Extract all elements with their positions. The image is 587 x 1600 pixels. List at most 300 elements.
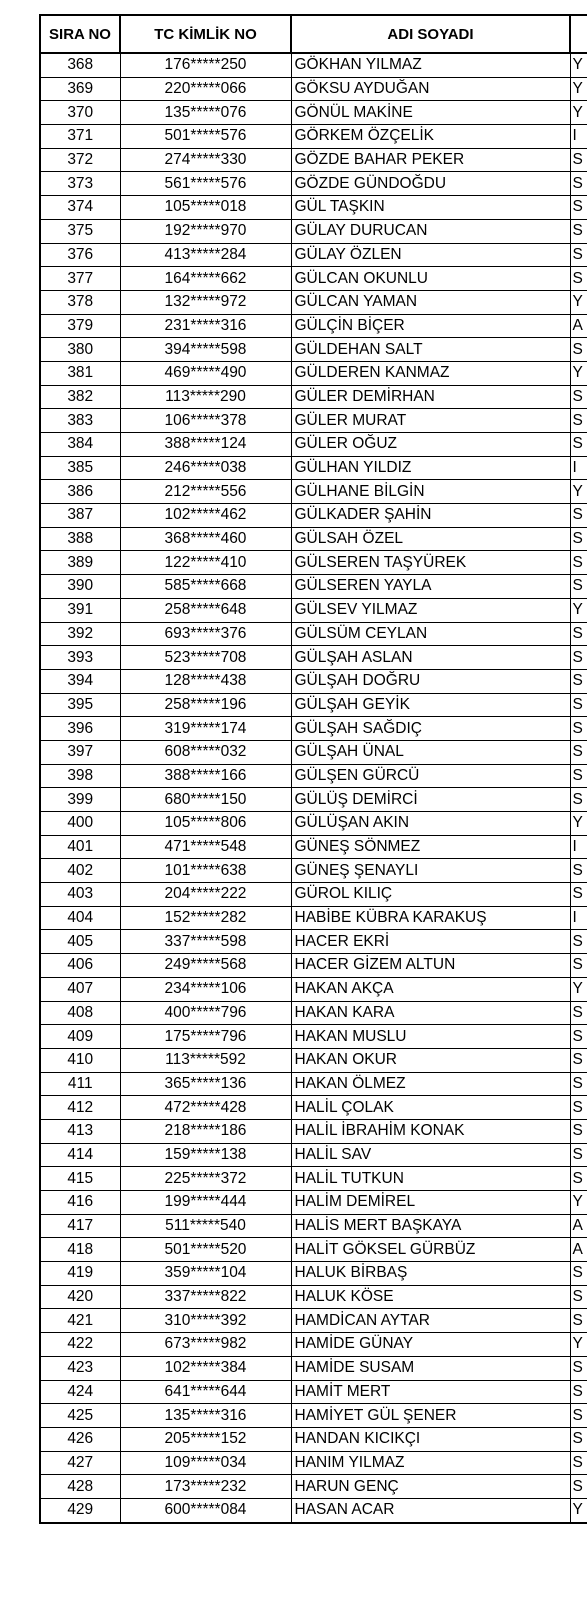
header-adi-soyadi: ADI SOYADI (291, 15, 570, 53)
cell-tc-kimlik-no: 523*****708 (120, 646, 291, 670)
cell-sira-no: 418 (40, 1238, 120, 1262)
cell-sira-no: 420 (40, 1285, 120, 1309)
table-row (40, 1404, 587, 1428)
table-row (40, 551, 587, 575)
cell-adi-soyadi: HACER EKRİ (291, 930, 570, 954)
cell-tc-kimlik-no: 673*****982 (120, 1333, 291, 1357)
table-row (40, 433, 587, 457)
cell-sira-no: 399 (40, 788, 120, 812)
cell-tc-kimlik-no: 176*****250 (120, 53, 291, 77)
cell-tc-kimlik-no: 164*****662 (120, 267, 291, 291)
table-row (40, 172, 587, 196)
cell-extra: S (570, 1451, 587, 1475)
cell-extra: I (570, 835, 587, 859)
table-row (40, 717, 587, 741)
cell-tc-kimlik-no: 400*****796 (120, 1001, 291, 1025)
table-row (40, 954, 587, 978)
header-tc-kimlik-no: TC KİMLİK NO (120, 15, 291, 53)
table-row (40, 693, 587, 717)
cell-sira-no: 411 (40, 1072, 120, 1096)
cell-adi-soyadi: GÜLÜŞAN AKIN (291, 812, 570, 836)
cell-tc-kimlik-no: 561*****576 (120, 172, 291, 196)
cell-sira-no: 386 (40, 480, 120, 504)
table-header (40, 15, 587, 53)
table-row (40, 740, 587, 764)
cell-adi-soyadi: HALİT GÖKSEL GÜRBÜZ (291, 1238, 570, 1262)
cell-extra: Y (570, 598, 587, 622)
table-row (40, 859, 587, 883)
cell-extra: S (570, 717, 587, 741)
cell-extra: S (570, 1001, 587, 1025)
table-row (40, 1096, 587, 1120)
cell-extra: Y (570, 480, 587, 504)
cell-extra: Y (570, 101, 587, 125)
cell-tc-kimlik-no: 388*****124 (120, 433, 291, 457)
cell-extra: Y (570, 1333, 587, 1357)
cell-extra: I (570, 456, 587, 480)
cell-adi-soyadi: GÜLAY DURUCAN (291, 219, 570, 243)
cell-sira-no: 383 (40, 409, 120, 433)
table-row (40, 1356, 587, 1380)
cell-extra: S (570, 172, 587, 196)
cell-tc-kimlik-no: 337*****822 (120, 1285, 291, 1309)
cell-tc-kimlik-no: 501*****520 (120, 1238, 291, 1262)
table-row (40, 930, 587, 954)
table-row (40, 764, 587, 788)
table-row (40, 1143, 587, 1167)
cell-extra: S (570, 1119, 587, 1143)
cell-sira-no: 396 (40, 717, 120, 741)
cell-extra: S (570, 409, 587, 433)
cell-adi-soyadi: GÜLSAH ÖZEL (291, 527, 570, 551)
cell-tc-kimlik-no: 258*****196 (120, 693, 291, 717)
cell-extra: S (570, 219, 587, 243)
table-row (40, 1167, 587, 1191)
cell-sira-no: 429 (40, 1498, 120, 1522)
table-row (40, 1309, 587, 1333)
cell-extra: S (570, 859, 587, 883)
cell-sira-no: 394 (40, 669, 120, 693)
cell-sira-no: 390 (40, 575, 120, 599)
cell-adi-soyadi: HAKAN AKÇA (291, 977, 570, 1001)
cell-extra: S (570, 1285, 587, 1309)
cell-tc-kimlik-no: 205*****152 (120, 1427, 291, 1451)
cell-tc-kimlik-no: 199*****444 (120, 1191, 291, 1215)
cell-adi-soyadi: HAKAN ÖLMEZ (291, 1072, 570, 1096)
cell-tc-kimlik-no: 159*****138 (120, 1143, 291, 1167)
cell-adi-soyadi: GÖRKEM ÖZÇELİK (291, 125, 570, 149)
table-row (40, 196, 587, 220)
cell-adi-soyadi: HANIM YILMAZ (291, 1451, 570, 1475)
cell-sira-no: 415 (40, 1167, 120, 1191)
cell-sira-no: 426 (40, 1427, 120, 1451)
table-row (40, 1380, 587, 1404)
cell-extra: S (570, 196, 587, 220)
cell-adi-soyadi: HAMİT MERT (291, 1380, 570, 1404)
cell-adi-soyadi: GÖKSU AYDUĞAN (291, 77, 570, 101)
cell-sira-no: 401 (40, 835, 120, 859)
cell-adi-soyadi: GÖZDE BAHAR PEKER (291, 148, 570, 172)
cell-tc-kimlik-no: 310*****392 (120, 1309, 291, 1333)
cell-sira-no: 416 (40, 1191, 120, 1215)
table-row (40, 1333, 587, 1357)
cell-adi-soyadi: HALUK KÖSE (291, 1285, 570, 1309)
cell-adi-soyadi: GÜLSEREN TAŞYÜREK (291, 551, 570, 575)
cell-tc-kimlik-no: 101*****638 (120, 859, 291, 883)
cell-adi-soyadi: GÜNEŞ SÖNMEZ (291, 835, 570, 859)
table-row (40, 1498, 587, 1522)
cell-tc-kimlik-no: 680*****150 (120, 788, 291, 812)
cell-adi-soyadi: GÜLER DEMİRHAN (291, 385, 570, 409)
cell-sira-no: 400 (40, 812, 120, 836)
cell-sira-no: 404 (40, 906, 120, 930)
cell-sira-no: 373 (40, 172, 120, 196)
cell-adi-soyadi: HACER GİZEM ALTUN (291, 954, 570, 978)
cell-extra: S (570, 764, 587, 788)
cell-adi-soyadi: GÜLKADER ŞAHİN (291, 504, 570, 528)
cell-tc-kimlik-no: 212*****556 (120, 480, 291, 504)
document-sheet (39, 14, 587, 1524)
cell-extra: S (570, 1404, 587, 1428)
cell-adi-soyadi: HALİS MERT BAŞKAYA (291, 1214, 570, 1238)
cell-adi-soyadi: GÜLAY ÖZLEN (291, 243, 570, 267)
cell-sira-no: 374 (40, 196, 120, 220)
table-row (40, 314, 587, 338)
cell-sira-no: 389 (40, 551, 120, 575)
cell-extra: S (570, 148, 587, 172)
cell-adi-soyadi: HAKAN OKUR (291, 1048, 570, 1072)
table-row (40, 77, 587, 101)
cell-sira-no: 409 (40, 1025, 120, 1049)
cell-extra: S (570, 646, 587, 670)
table-row (40, 1214, 587, 1238)
table-row (40, 1191, 587, 1215)
cell-tc-kimlik-no: 192*****970 (120, 219, 291, 243)
cell-tc-kimlik-no: 359*****104 (120, 1262, 291, 1286)
cell-extra: S (570, 1262, 587, 1286)
table-row (40, 504, 587, 528)
cell-adi-soyadi: GÜLHANE BİLGİN (291, 480, 570, 504)
cell-adi-soyadi: GÜLŞEN GÜRCÜ (291, 764, 570, 788)
cell-tc-kimlik-no: 501*****576 (120, 125, 291, 149)
cell-extra: S (570, 1427, 587, 1451)
personnel-table (39, 14, 587, 1524)
table-row (40, 977, 587, 1001)
cell-adi-soyadi: HAMİYET GÜL ŞENER (291, 1404, 570, 1428)
cell-adi-soyadi: HALİM DEMİREL (291, 1191, 570, 1215)
cell-sira-no: 379 (40, 314, 120, 338)
cell-extra: S (570, 267, 587, 291)
cell-adi-soyadi: HAMİDE GÜNAY (291, 1333, 570, 1357)
cell-extra: S (570, 1048, 587, 1072)
table-row (40, 883, 587, 907)
cell-extra: S (570, 1167, 587, 1191)
cell-sira-no: 405 (40, 930, 120, 954)
cell-sira-no: 368 (40, 53, 120, 77)
cell-tc-kimlik-no: 152*****282 (120, 906, 291, 930)
cell-sira-no: 421 (40, 1309, 120, 1333)
cell-sira-no: 370 (40, 101, 120, 125)
cell-adi-soyadi: GÜLDEREN KANMAZ (291, 361, 570, 385)
cell-tc-kimlik-no: 258*****648 (120, 598, 291, 622)
cell-sira-no: 419 (40, 1262, 120, 1286)
cell-adi-soyadi: HANDAN KICIKÇI (291, 1427, 570, 1451)
cell-adi-soyadi: GÜLŞAH ASLAN (291, 646, 570, 670)
cell-sira-no: 402 (40, 859, 120, 883)
cell-extra: S (570, 622, 587, 646)
cell-tc-kimlik-no: 106*****378 (120, 409, 291, 433)
cell-adi-soyadi: HALİL TUTKUN (291, 1167, 570, 1191)
cell-adi-soyadi: HAKAN KARA (291, 1001, 570, 1025)
cell-sira-no: 375 (40, 219, 120, 243)
cell-adi-soyadi: HABİBE KÜBRA KARAKUŞ (291, 906, 570, 930)
cell-extra: S (570, 788, 587, 812)
cell-extra: S (570, 954, 587, 978)
cell-tc-kimlik-no: 600*****084 (120, 1498, 291, 1522)
cell-extra: S (570, 527, 587, 551)
cell-extra: S (570, 504, 587, 528)
cell-sira-no: 397 (40, 740, 120, 764)
cell-extra: S (570, 883, 587, 907)
cell-tc-kimlik-no: 693*****376 (120, 622, 291, 646)
cell-sira-no: 410 (40, 1048, 120, 1072)
cell-extra: S (570, 338, 587, 362)
table-row (40, 1238, 587, 1262)
table-row (40, 267, 587, 291)
cell-tc-kimlik-no: 472*****428 (120, 1096, 291, 1120)
cell-tc-kimlik-no: 135*****076 (120, 101, 291, 125)
cell-tc-kimlik-no: 471*****548 (120, 835, 291, 859)
cell-sira-no: 372 (40, 148, 120, 172)
cell-adi-soyadi: HAKAN MUSLU (291, 1025, 570, 1049)
cell-extra: S (570, 243, 587, 267)
cell-adi-soyadi: GÜLER MURAT (291, 409, 570, 433)
cell-tc-kimlik-no: 511*****540 (120, 1214, 291, 1238)
cell-extra: Y (570, 1191, 587, 1215)
cell-tc-kimlik-no: 469*****490 (120, 361, 291, 385)
cell-sira-no: 376 (40, 243, 120, 267)
cell-sira-no: 381 (40, 361, 120, 385)
table-row (40, 1001, 587, 1025)
cell-tc-kimlik-no: 128*****438 (120, 669, 291, 693)
cell-extra: S (570, 1475, 587, 1499)
cell-adi-soyadi: GÜL TAŞKIN (291, 196, 570, 220)
cell-tc-kimlik-no: 394*****598 (120, 338, 291, 362)
table-row (40, 243, 587, 267)
cell-tc-kimlik-no: 175*****796 (120, 1025, 291, 1049)
cell-sira-no: 384 (40, 433, 120, 457)
cell-extra: Y (570, 361, 587, 385)
cell-tc-kimlik-no: 246*****038 (120, 456, 291, 480)
cell-extra: Y (570, 53, 587, 77)
header-row (40, 15, 587, 53)
table-row (40, 1072, 587, 1096)
cell-extra: S (570, 385, 587, 409)
cell-extra: S (570, 1072, 587, 1096)
cell-extra: Y (570, 77, 587, 101)
cell-sira-no: 403 (40, 883, 120, 907)
cell-sira-no: 380 (40, 338, 120, 362)
table-row (40, 456, 587, 480)
table-row (40, 101, 587, 125)
cell-tc-kimlik-no: 220*****066 (120, 77, 291, 101)
cell-adi-soyadi: GÜROL KILIÇ (291, 883, 570, 907)
table-row (40, 219, 587, 243)
cell-sira-no: 395 (40, 693, 120, 717)
cell-sira-no: 387 (40, 504, 120, 528)
cell-sira-no: 413 (40, 1119, 120, 1143)
cell-tc-kimlik-no: 113*****592 (120, 1048, 291, 1072)
cell-extra: S (570, 1096, 587, 1120)
cell-tc-kimlik-no: 365*****136 (120, 1072, 291, 1096)
cell-sira-no: 428 (40, 1475, 120, 1499)
cell-sira-no: 398 (40, 764, 120, 788)
cell-adi-soyadi: HALUK BİRBAŞ (291, 1262, 570, 1286)
cell-tc-kimlik-no: 135*****316 (120, 1404, 291, 1428)
table-row (40, 575, 587, 599)
cell-adi-soyadi: GÜLSÜM CEYLAN (291, 622, 570, 646)
cell-sira-no: 391 (40, 598, 120, 622)
cell-tc-kimlik-no: 105*****806 (120, 812, 291, 836)
cell-adi-soyadi: GÜLÜŞ DEMİRCİ (291, 788, 570, 812)
cell-sira-no: 408 (40, 1001, 120, 1025)
cell-tc-kimlik-no: 337*****598 (120, 930, 291, 954)
table-row (40, 338, 587, 362)
table-row (40, 361, 587, 385)
table-row (40, 1262, 587, 1286)
cell-sira-no: 406 (40, 954, 120, 978)
cell-extra: A (570, 1214, 587, 1238)
cell-adi-soyadi: GÜLDEHAN SALT (291, 338, 570, 362)
table-row (40, 1119, 587, 1143)
cell-tc-kimlik-no: 218*****186 (120, 1119, 291, 1143)
table-row (40, 1285, 587, 1309)
cell-adi-soyadi: HAMDİCAN AYTAR (291, 1309, 570, 1333)
cell-sira-no: 425 (40, 1404, 120, 1428)
cell-tc-kimlik-no: 113*****290 (120, 385, 291, 409)
table-body (40, 53, 587, 1523)
cell-sira-no: 424 (40, 1380, 120, 1404)
table-row (40, 148, 587, 172)
cell-sira-no: 423 (40, 1356, 120, 1380)
cell-adi-soyadi: GÜLŞAH ÜNAL (291, 740, 570, 764)
table-row (40, 1427, 587, 1451)
cell-extra: S (570, 1309, 587, 1333)
table-row (40, 598, 587, 622)
header-extra (570, 15, 587, 53)
cell-tc-kimlik-no: 102*****462 (120, 504, 291, 528)
table-row (40, 906, 587, 930)
cell-adi-soyadi: GÜLŞAH DOĞRU (291, 669, 570, 693)
cell-sira-no: 378 (40, 290, 120, 314)
table-row (40, 527, 587, 551)
cell-adi-soyadi: HASAN ACAR (291, 1498, 570, 1522)
cell-tc-kimlik-no: 274*****330 (120, 148, 291, 172)
cell-extra: A (570, 314, 587, 338)
table-row (40, 622, 587, 646)
cell-sira-no: 393 (40, 646, 120, 670)
cell-adi-soyadi: GÜLCAN OKUNLU (291, 267, 570, 291)
cell-tc-kimlik-no: 319*****174 (120, 717, 291, 741)
cell-extra: S (570, 433, 587, 457)
cell-adi-soyadi: HALİL SAV (291, 1143, 570, 1167)
cell-extra: A (570, 1238, 587, 1262)
cell-sira-no: 385 (40, 456, 120, 480)
cell-extra: S (570, 551, 587, 575)
cell-adi-soyadi: GÜLSEREN YAYLA (291, 575, 570, 599)
cell-sira-no: 392 (40, 622, 120, 646)
cell-tc-kimlik-no: 249*****568 (120, 954, 291, 978)
cell-adi-soyadi: HALİL ÇOLAK (291, 1096, 570, 1120)
cell-adi-soyadi: GÖZDE GÜNDOĞDU (291, 172, 570, 196)
table-row (40, 385, 587, 409)
cell-sira-no: 388 (40, 527, 120, 551)
cell-extra: S (570, 575, 587, 599)
cell-extra: S (570, 1143, 587, 1167)
cell-extra: Y (570, 290, 587, 314)
cell-adi-soyadi: GÖNÜL MAKİNE (291, 101, 570, 125)
cell-sira-no: 422 (40, 1333, 120, 1357)
cell-extra: S (570, 740, 587, 764)
table-row (40, 480, 587, 504)
cell-tc-kimlik-no: 413*****284 (120, 243, 291, 267)
cell-adi-soyadi: GÖKHAN YILMAZ (291, 53, 570, 77)
table-row (40, 1451, 587, 1475)
cell-adi-soyadi: GÜLŞAH GEYİK (291, 693, 570, 717)
cell-extra: Y (570, 1498, 587, 1522)
cell-adi-soyadi: GÜLÇİN BİÇER (291, 314, 570, 338)
cell-tc-kimlik-no: 105*****018 (120, 196, 291, 220)
cell-sira-no: 377 (40, 267, 120, 291)
cell-sira-no: 382 (40, 385, 120, 409)
cell-extra: S (570, 693, 587, 717)
cell-adi-soyadi: GÜLŞAH SAĞDIÇ (291, 717, 570, 741)
cell-sira-no: 371 (40, 125, 120, 149)
cell-extra: S (570, 930, 587, 954)
cell-adi-soyadi: GÜLHAN YILDIZ (291, 456, 570, 480)
cell-adi-soyadi: HALİL İBRAHİM KONAK (291, 1119, 570, 1143)
table-row (40, 1475, 587, 1499)
table-row (40, 646, 587, 670)
table-row (40, 788, 587, 812)
cell-sira-no: 407 (40, 977, 120, 1001)
table-row (40, 835, 587, 859)
cell-sira-no: 417 (40, 1214, 120, 1238)
table-row (40, 125, 587, 149)
cell-adi-soyadi: GÜLSEV YILMAZ (291, 598, 570, 622)
table-row (40, 53, 587, 77)
cell-tc-kimlik-no: 234*****106 (120, 977, 291, 1001)
cell-extra: S (570, 1380, 587, 1404)
cell-sira-no: 427 (40, 1451, 120, 1475)
cell-tc-kimlik-no: 641*****644 (120, 1380, 291, 1404)
table-row (40, 669, 587, 693)
cell-tc-kimlik-no: 231*****316 (120, 314, 291, 338)
cell-extra: S (570, 669, 587, 693)
cell-tc-kimlik-no: 608*****032 (120, 740, 291, 764)
table-row (40, 1048, 587, 1072)
cell-tc-kimlik-no: 225*****372 (120, 1167, 291, 1191)
table-row (40, 409, 587, 433)
cell-tc-kimlik-no: 388*****166 (120, 764, 291, 788)
cell-sira-no: 414 (40, 1143, 120, 1167)
cell-extra: S (570, 1356, 587, 1380)
cell-tc-kimlik-no: 204*****222 (120, 883, 291, 907)
table-row (40, 290, 587, 314)
cell-adi-soyadi: HAMİDE SUSAM (291, 1356, 570, 1380)
cell-tc-kimlik-no: 102*****384 (120, 1356, 291, 1380)
cell-extra: I (570, 906, 587, 930)
